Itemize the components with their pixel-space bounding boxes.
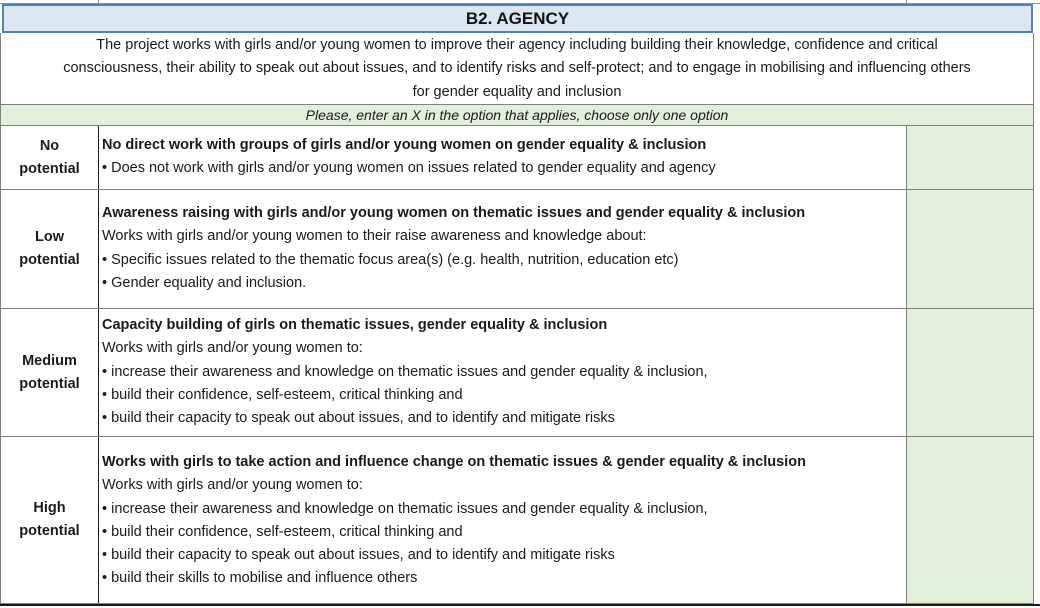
description-line-3: for gender equality and inclusion <box>412 83 622 100</box>
option-line: • increase their awareness and knowledge on thematic issues and gender equality & inclusion, <box>102 363 708 380</box>
option-description <box>102 451 905 591</box>
option-line: Works with girls and/or young women to their raise awareness and knowledge about: <box>102 228 647 245</box>
option-line: • build their confidence, self-esteem, critical thinking and <box>102 523 463 540</box>
option-line: Works with girls and/or young women to: <box>102 340 363 357</box>
option-line: • Gender equality and inclusion. <box>102 274 307 291</box>
option-label-line-2: potential <box>19 252 80 268</box>
description-line-2: consciousness, their ability to speak out about issues, and to identify risks and self-protect; and to engage in mobilising and influencing others <box>63 60 971 77</box>
option-line: • increase their awareness and knowledge on thematic issues and gender equality & inclusion, <box>102 500 708 517</box>
option-label-line-1: No <box>39 137 60 154</box>
option-line: • build their skills to mobilise and influence others <box>102 570 418 587</box>
option-line: • Does not work with girls and/or young women on issues related to gender equality and agency <box>102 160 716 177</box>
option-heading: Awareness raising with girls and/or young women on thematic issues and gender equality & inclusion <box>102 205 806 221</box>
option-label <box>1 309 99 436</box>
option-line: • build their confidence, self-esteem, critical thinking and <box>102 386 463 403</box>
option-row-no-potential <box>0 126 1034 190</box>
option-description <box>102 314 905 430</box>
answer-cell-high-potential[interactable] <box>906 437 1033 603</box>
option-line: Works with girls and/or young women to: <box>102 477 363 494</box>
option-line: • Specific issues related to the thematic focus area(s) (e.g. health, nutrition, education etc) <box>102 251 679 268</box>
option-line: • build their capacity to speak out about issues, and to identify and mitigate risks <box>102 547 615 564</box>
option-label <box>1 437 99 603</box>
answer-cell-medium-potential[interactable] <box>906 309 1033 436</box>
option-label-line-2: potential <box>19 523 80 539</box>
option-heading: Works with girls to take action and influence change on thematic issues & gender equality & inclusion <box>102 454 806 470</box>
section-description <box>0 33 1034 104</box>
option-line: • build their capacity to speak out about issues, and to identify and mitigate risks <box>102 410 615 427</box>
option-heading: Capacity building of girls on thematic issues, gender equality & inclusion <box>102 317 608 333</box>
option-label-line-2: potential <box>19 375 80 392</box>
option-label-line-1: Medium <box>22 352 77 369</box>
option-row-medium-potential <box>0 309 1034 437</box>
option-label-line-1: High <box>33 500 66 516</box>
answer-cell-no-potential[interactable] <box>906 126 1033 189</box>
option-description <box>102 202 905 295</box>
option-label-line-2: potential <box>19 160 80 177</box>
option-label-line-1: Low <box>34 229 64 245</box>
instruction-row: Please, enter an X in the option that applies, choose only one option <box>0 104 1034 126</box>
section-title: B2. AGENCY <box>2 4 1033 33</box>
option-label <box>1 126 99 189</box>
option-label <box>1 190 99 308</box>
option-description <box>102 134 905 181</box>
answer-cell-low-potential[interactable] <box>906 190 1033 308</box>
description-line-1: The project works with girls and/or young women to improve their agency including building their knowledge, confidence and critical <box>96 37 938 53</box>
option-row-high-potential <box>0 437 1034 604</box>
option-heading: No direct work with groups of girls and/or young women on gender equality & inclusion <box>102 137 707 153</box>
bottom-border <box>0 604 1040 608</box>
option-row-low-potential <box>0 190 1034 309</box>
